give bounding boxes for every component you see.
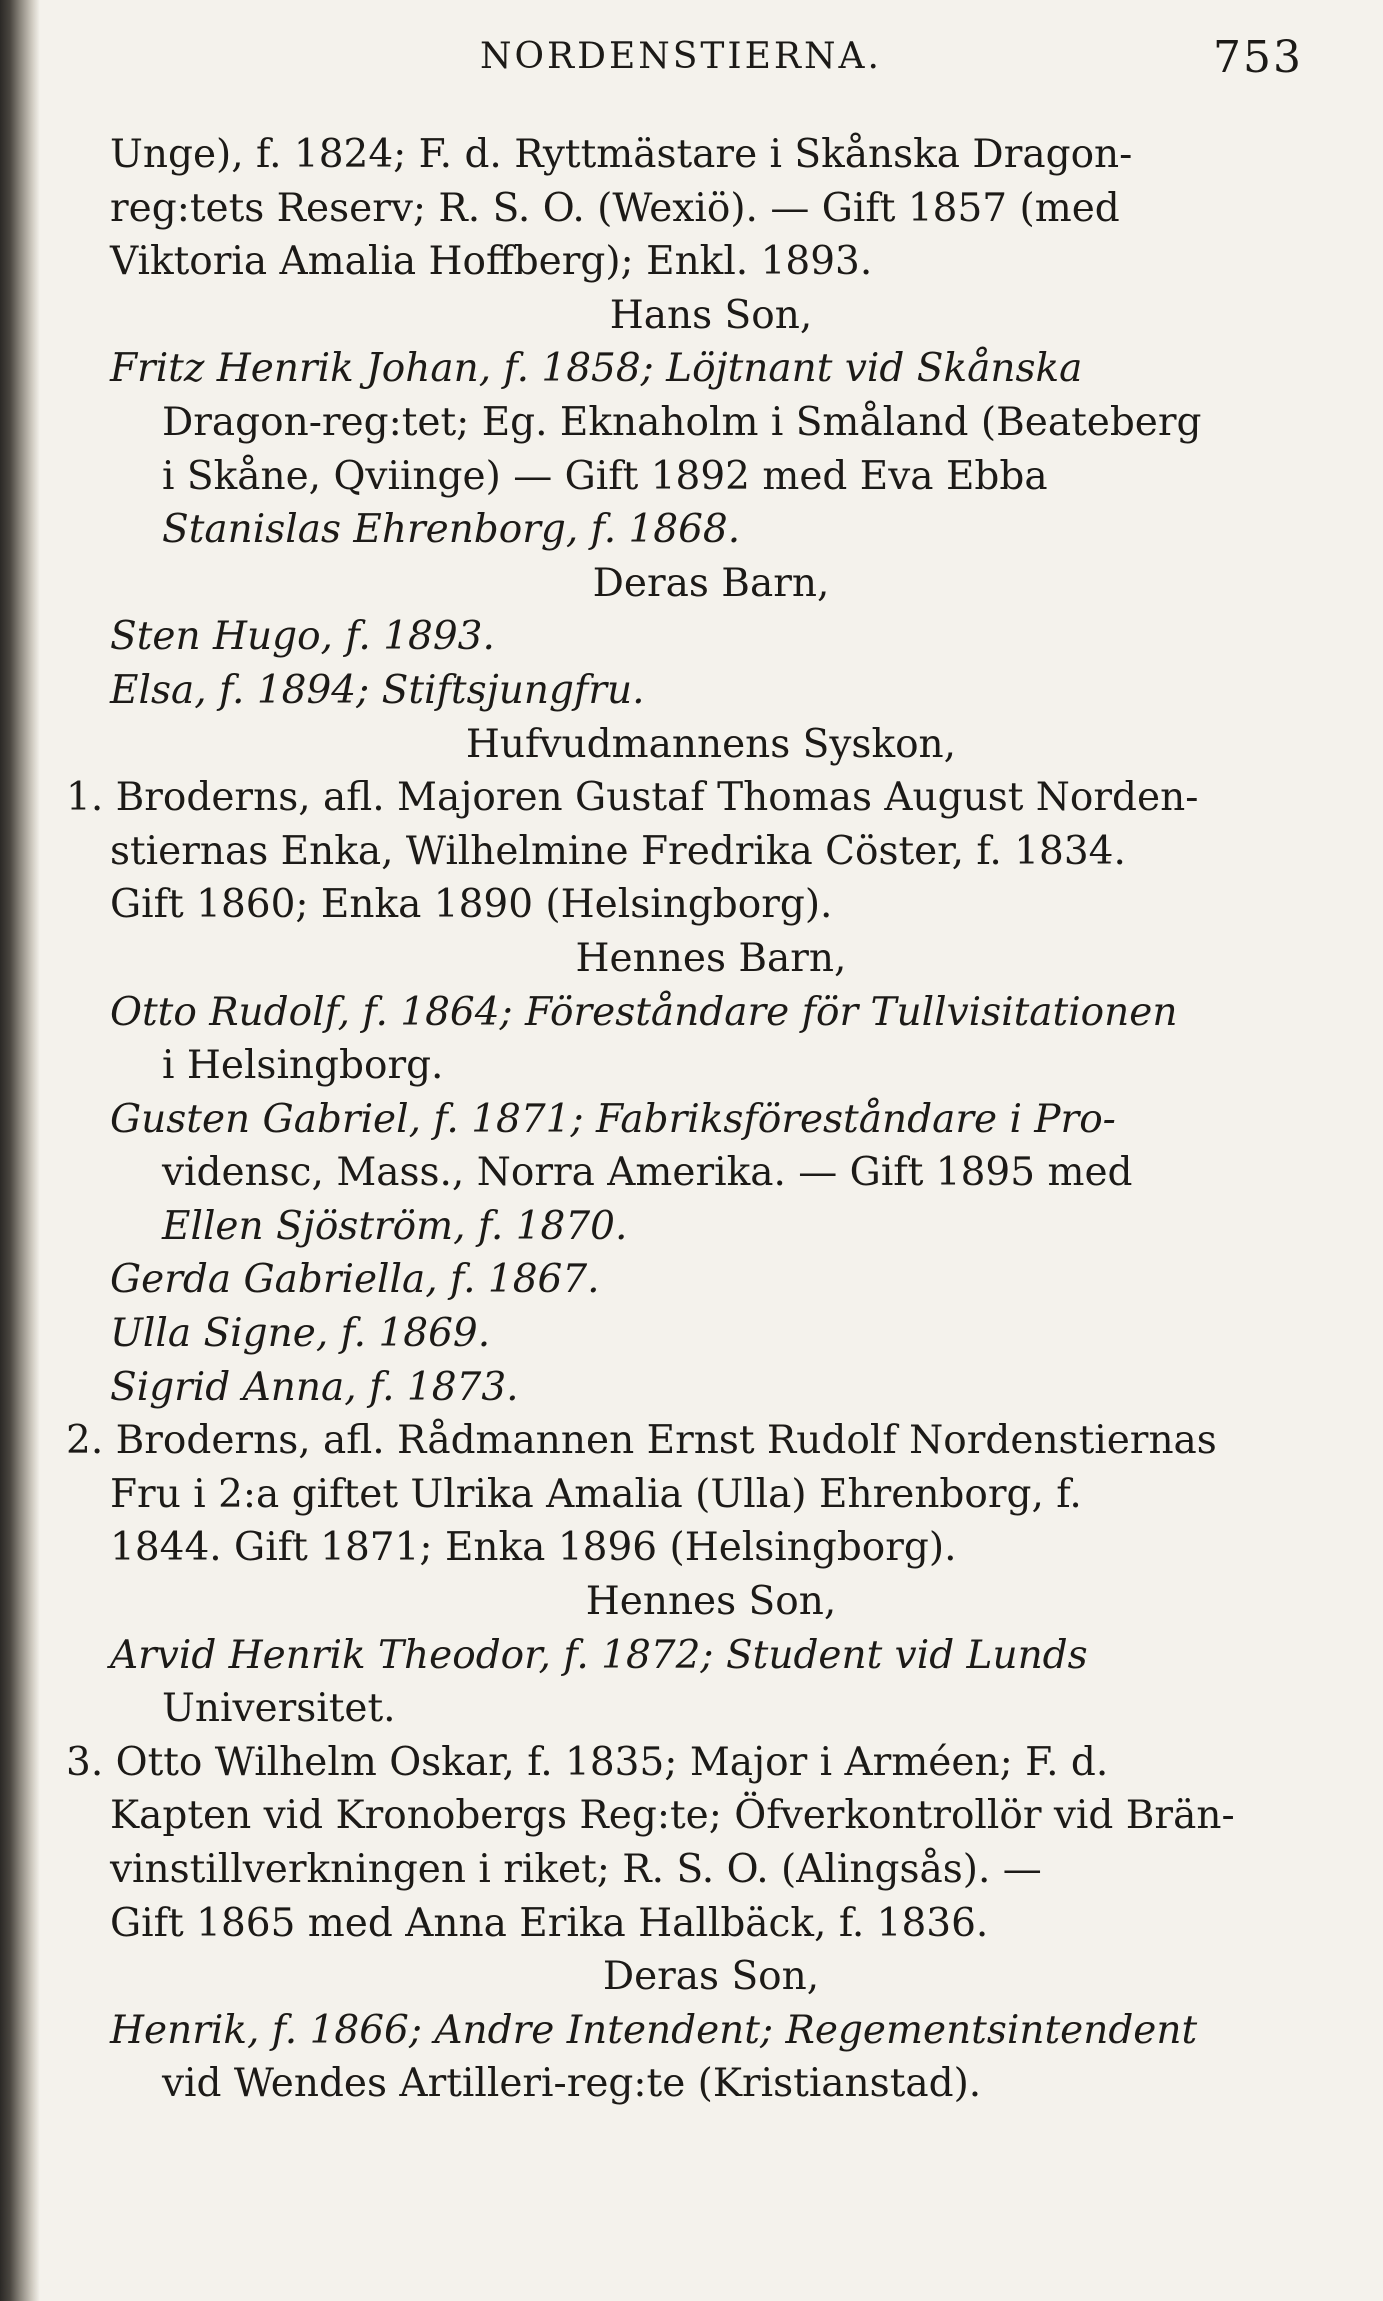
text-line: Otto Rudolf, f. 1864; Föreståndare för Tullvisitationen xyxy=(110,989,1178,1035)
text-line: Gerda Gabriella, f. 1867. xyxy=(110,1257,600,1303)
text-line: Fru i 2:a giftet Ulrika Amalia (Ulla) Ehrenborg, f. xyxy=(110,1471,1082,1517)
text-line: Gift 1860; Enka 1890 (Helsingborg). xyxy=(110,882,833,928)
text-line: stiernas Enka, Wilhelmine Fredrika Cöster, f. 1834. xyxy=(110,828,1126,874)
text-line: Kapten vid Kronobergs Reg:te; Öfverkontrollör vid Brän- xyxy=(110,1793,1235,1839)
text-line: Fritz Henrik Johan, f. 1858; Löjtnant vid Skånska xyxy=(110,346,1083,392)
text-line: Universitet. xyxy=(162,1686,396,1732)
text-line: i Skåne, Qviinge) — Gift 1892 med Eva Ebba xyxy=(162,453,1048,499)
text-line: Sten Hugo, f. 1893. xyxy=(110,614,495,660)
text-line: Unge), f. 1824; F. d. Ryttmästare i Skånska Dragon- xyxy=(110,132,1133,177)
text-line: Viktoria Amalia Hoffberg); Enkl. 1893. xyxy=(110,239,873,285)
text-line: Gift 1865 med Anna Erika Hallbäck, f. 1836. xyxy=(110,1900,989,1946)
text-line: Stanislas Ehrenborg, f. 1868. xyxy=(162,507,741,553)
numbered-entry-line: 2. Broderns, afl. Rådmannen Ernst Rudolf Nordenstiernas xyxy=(66,1418,1217,1464)
body-text xyxy=(66,128,1312,2111)
text-line: reg:tets Reserv; R. S. O. (Wexiö). — Gift 1857 (med xyxy=(110,185,1120,231)
section-heading: Hennes Barn, xyxy=(575,935,847,981)
text-line: 1844. Gift 1871; Enka 1896 (Helsingborg). xyxy=(110,1525,957,1571)
text-line: Henrik, f. 1866; Andre Intendent; Regementsintendent xyxy=(110,2007,1198,2053)
text-line: vidensc, Mass., Norra Amerika. — Gift 1895 med xyxy=(162,1150,1133,1196)
text-line: Dragon-reg:tet; Eg. Eknaholm i Småland (Beateberg xyxy=(162,399,1202,445)
section-heading: Deras Son, xyxy=(602,1954,820,2000)
text-line: vinstillverkningen i riket; R. S. O. (Alingsås). — xyxy=(110,1847,1042,1892)
text-line: Sigrid Anna, f. 1873. xyxy=(110,1364,519,1410)
text-line: Arvid Henrik Theodor, f. 1872; Student vid Lunds xyxy=(110,1632,1088,1678)
text-line: vid Wendes Artilleri-reg:te (Kristianstad). xyxy=(162,2061,982,2107)
section-heading: Hufvudmannens Syskon, xyxy=(465,721,957,767)
section-heading: Hans Son, xyxy=(609,292,813,338)
numbered-entry-line: 1. Broderns, afl. Majoren Gustaf Thomas August Norden- xyxy=(66,775,1199,821)
section-heading: Deras Barn, xyxy=(592,560,830,606)
running-head: NORDENSTIERNA. xyxy=(480,36,882,77)
book-binding-edge xyxy=(0,0,40,2301)
text-line: Elsa, f. 1894; Stiftsjungfru. xyxy=(110,667,645,713)
text-line: i Helsingborg. xyxy=(162,1043,444,1089)
page-number: 753 xyxy=(1213,32,1303,83)
text-line: Ulla Signe, f. 1869. xyxy=(110,1311,491,1357)
page-header xyxy=(120,30,1303,90)
numbered-entry-line: 3. Otto Wilhelm Oskar, f. 1835; Major i Arméen; F. d. xyxy=(66,1739,1109,1785)
section-heading: Hennes Son, xyxy=(585,1579,837,1625)
text-line: Ellen Sjöström, f. 1870. xyxy=(162,1203,628,1249)
text-line: Gusten Gabriel, f. 1871; Fabriksföreståndare i Pro- xyxy=(110,1096,1116,1142)
